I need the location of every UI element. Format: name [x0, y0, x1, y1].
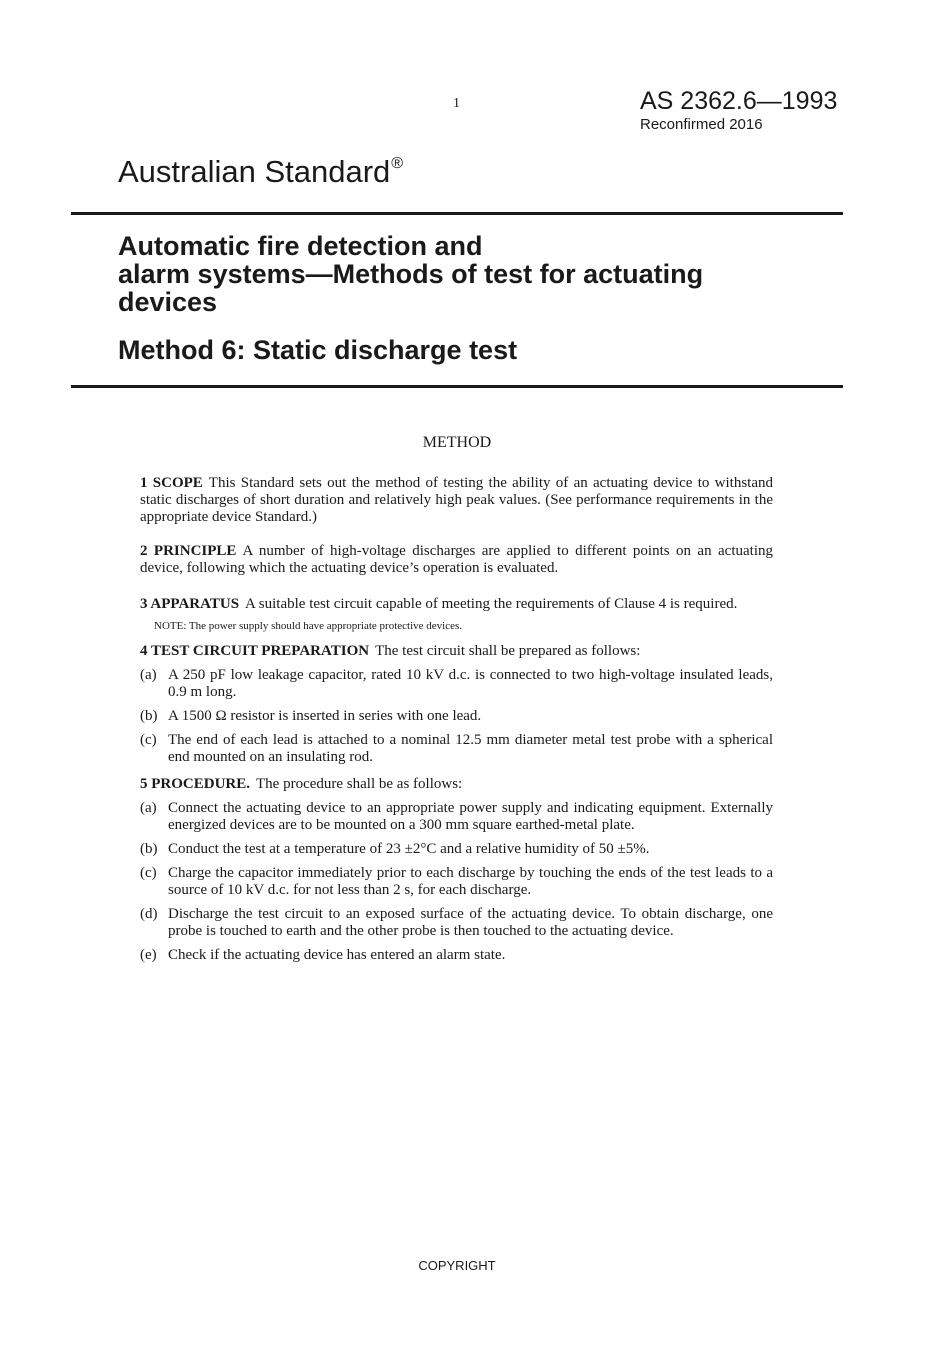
- item-text: A 250 pF low leakage capacitor, rated 10 kV d.c. is connected to two high-voltage insulated leads, 0.9 m long.: [168, 667, 773, 700]
- list-item: [140, 708, 773, 725]
- item-label: (e): [140, 947, 157, 963]
- clause-principle: [140, 543, 773, 577]
- item-label: (a): [140, 800, 157, 816]
- list-item: [140, 865, 773, 899]
- brand-title: [118, 153, 403, 197]
- clause-heading: 5 PROCEDURE.: [140, 776, 251, 792]
- item-label: (c): [140, 732, 157, 748]
- list-item: [140, 906, 773, 940]
- title-line-2: alarm systems—Methods of test for actuating: [118, 259, 704, 289]
- list-item: [140, 732, 773, 766]
- item-label: (a): [140, 667, 157, 683]
- item-label: (b): [140, 708, 158, 724]
- standard-number: AS 2362.6—1993: [640, 87, 838, 115]
- clause-text: A number of high-voltage discharges are applied to different points on an actuating device, following which the actuating device’s operation is evaluated.: [140, 543, 773, 576]
- method-title: Method 6: Static discharge test: [118, 335, 518, 365]
- document-body: [140, 475, 773, 964]
- clause-preparation: [140, 643, 773, 660]
- clause-heading: 1 SCOPE: [140, 475, 203, 491]
- clause-scope: [140, 475, 773, 526]
- clause-procedure: [140, 776, 773, 793]
- clause-apparatus: [140, 596, 773, 613]
- item-text: Connect the actuating device to an appropriate power supply and indicating equipment. Externally energized devices are to be mounted on a 300 mm square earthed-metal plate.: [168, 800, 773, 833]
- list-item: [140, 667, 773, 701]
- item-text: Conduct the test at a temperature of 23 ±2°C and a relative humidity of 50 ±5%.: [168, 841, 650, 857]
- clause-heading: 2 PRINCIPLE: [140, 543, 237, 559]
- list-item: [140, 800, 773, 834]
- method-heading: METHOD: [422, 434, 492, 451]
- item-text: Check if the actuating device has entered an alarm state.: [168, 947, 506, 963]
- clause-text: This Standard sets out the method of testing the ability of an actuating device to withstand static discharges of short duration and relatively high peak values. (See performance requirements in the appropriate device Standard.): [140, 475, 773, 525]
- document-title: [118, 232, 818, 316]
- list-item: [140, 841, 773, 858]
- title-line-3: devices: [118, 287, 218, 317]
- item-text: Discharge the test circuit to an exposed surface of the actuating device. To obtain discharge, one probe is touched to earth and the other probe is then touched to the actuating device.: [168, 906, 773, 939]
- item-text: A 1500 Ω resistor is inserted in series with one lead.: [168, 708, 482, 724]
- top-rule: [71, 212, 843, 215]
- bottom-rule: [71, 385, 843, 388]
- item-label: (b): [140, 841, 158, 857]
- apparatus-note: NOTE: The power supply should have appropriate protective devices.: [154, 620, 463, 632]
- list-item: [140, 947, 773, 964]
- item-text: Charge the capacitor immediately prior to each discharge by touching the ends of the test leads to a source of 10 kV d.c. for not less than 2 s, for each discharge.: [168, 865, 773, 898]
- item-label: (d): [140, 906, 158, 922]
- reconfirmed-label: Reconfirmed 2016: [640, 116, 763, 133]
- registered-mark: ®: [391, 155, 404, 172]
- clause-heading: 3 APPARATUS: [140, 596, 240, 612]
- copyright-footer: COPYRIGHT: [418, 1258, 496, 1273]
- title-line-1: Automatic fire detection and: [118, 231, 483, 261]
- item-label: (c): [140, 865, 157, 881]
- brand-name: Australian Standard: [118, 154, 391, 189]
- clause-text: A suitable test circuit capable of meeting the requirements of Clause 4 is required.: [245, 596, 738, 612]
- clause-text: The test circuit shall be prepared as follows:: [375, 643, 641, 659]
- clause-text: The procedure shall be as follows:: [256, 776, 463, 792]
- clause-heading: 4 TEST CIRCUIT PREPARATION: [140, 643, 370, 659]
- page-number: 1: [453, 96, 460, 111]
- item-text: The end of each lead is attached to a nominal 12.5 mm diameter metal test probe with a spherical end mounted on an insulating rod.: [168, 732, 773, 765]
